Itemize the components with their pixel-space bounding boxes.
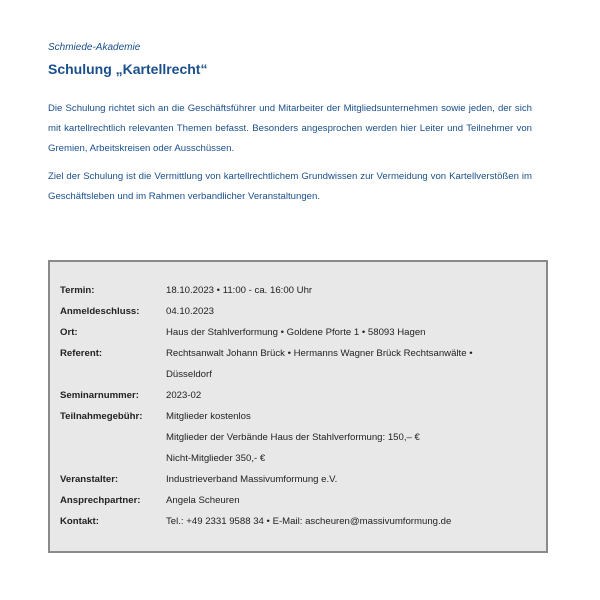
intro-paragraph-goal: Ziel der Schulung ist die Vermittlung von kartellrechtlichem Grundwissen zur Vermeidung von Kartellverstößen im Geschäftsleben und im Rahmen verbandlicher Veranstaltungen. (48, 171, 532, 202)
intro-paragraph-audience: Die Schulung richtet sich an die Geschäftsführer und Mitarbeiter der Mitgliedsunternehmen sowie jeden, der sich mit kartellrechtlich relevanten Themen befasst. Besonders angesprochen werden hier Leiter und Teilnehmer von Gremien, Arbeitskreisen oder Ausschüssen. (48, 103, 532, 154)
detail-label: Ort: (60, 327, 78, 338)
detail-value: Angela Scheuren (166, 495, 240, 506)
detail-label: Ansprechpartner: (60, 495, 141, 506)
detail-value: 2023-02 (166, 390, 202, 401)
detail-label: Veranstalter: (60, 474, 119, 485)
detail-value: Haus der Stahlverformung • Goldene Pforte 1 • 58093 Hagen (166, 327, 426, 338)
detail-label: Teilnahmegebühr: (60, 411, 143, 422)
seminar-details-box (48, 260, 548, 553)
detail-value: Tel.: +49 2331 9588 34 • E-Mail: ascheuren@massivumformung.de (166, 516, 452, 527)
detail-value: Mitglieder kostenlos (166, 411, 251, 422)
detail-value: Industrieverband Massivumformung e.V. (166, 474, 338, 485)
detail-value: Nicht-Mitglieder 350,- € (166, 453, 266, 464)
detail-label: Referent: (60, 348, 103, 359)
page-title: Schulung „Kartellrecht“ (48, 61, 208, 77)
detail-label: Kontakt: (60, 516, 99, 527)
detail-value: 04.10.2023 (166, 306, 215, 317)
detail-value: Düsseldorf (166, 369, 212, 380)
detail-value: Rechtsanwalt Johann Brück • Hermanns Wagner Brück Rechtsanwälte • (166, 348, 473, 359)
detail-label: Anmeldeschluss: (60, 306, 140, 317)
detail-label: Termin: (60, 285, 95, 296)
detail-label: Seminarnummer: (60, 390, 139, 401)
detail-value: Mitglieder der Verbände Haus der Stahlverformung: 150,– € (166, 432, 420, 443)
detail-value: 18.10.2023 • 11:00 - ca. 16:00 Uhr (166, 285, 313, 296)
organization-subtitle: Schmiede-Akademie (48, 42, 141, 53)
